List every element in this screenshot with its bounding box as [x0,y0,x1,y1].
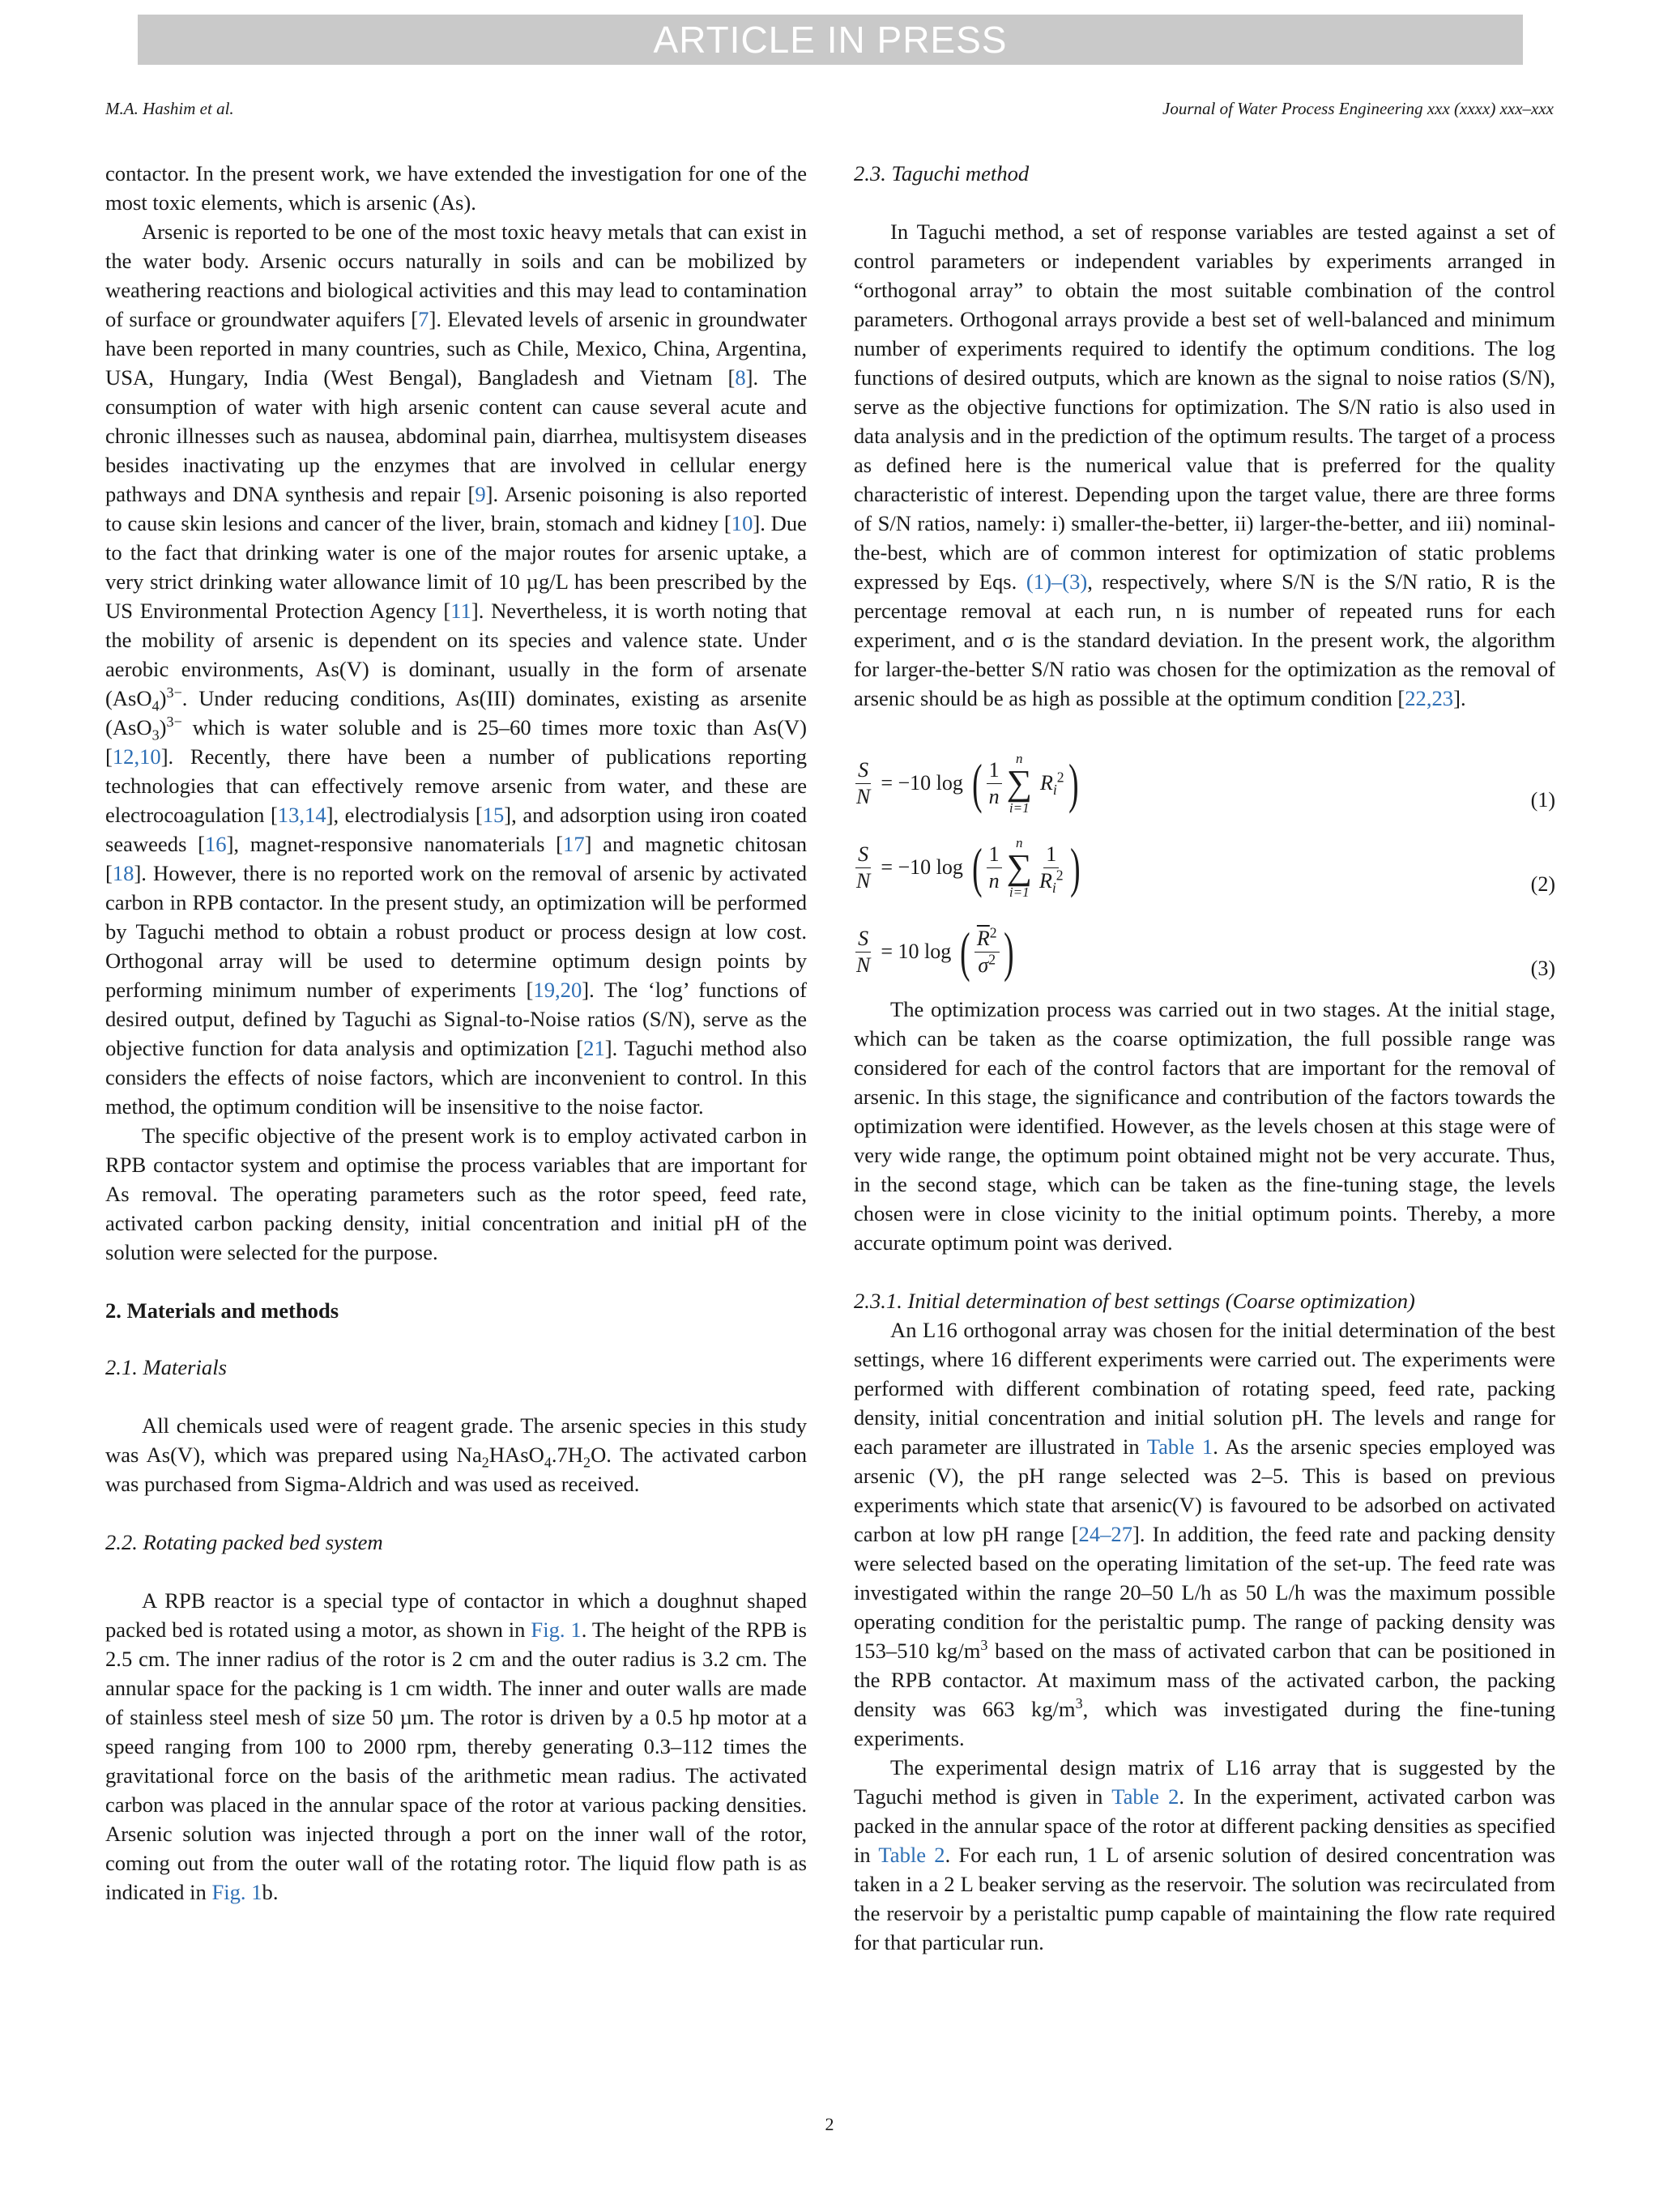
citation-link[interactable]: 11 [450,599,471,623]
citation-link[interactable]: 22,23 [1405,686,1454,710]
right-column [854,159,1555,1957]
figure-link[interactable]: Fig. 1 [211,1880,262,1904]
equation-number: (3) [1530,957,1555,980]
subsubsection-heading: 2.3.1. Initial determination of best settings (Coarse optimization) [854,1289,1415,1313]
paragraph: The optimization process was carried out in two stages. At the initial stage, which can be taken as the coarse optimization, the full possible range was considered for each of the control factors that are important for the removal of arsenic. In this stage, the significance and contribution of the factors towards the optimization were identified. However, as the levels chosen at this stage were of very wide range, the optimum point obtained might not be very accurate. Thus, in the second stage, which can be taken as the fine-tuning stage, the levels chosen were in close vicinity to the initial optimum points. Thereby, a more accurate optimum point was derived. [854,997,1555,1255]
equation-3: $\frac{S}{N}$ = 10 log ( $\frac{\overline{R}^2}{\sigma^2}$ ) (3) [856,921,1555,982]
citation-link[interactable]: 7 [418,307,429,331]
left-column [105,159,807,1907]
citation-link[interactable]: 16 [204,832,227,856]
citation-link[interactable]: 10 [731,511,753,535]
table-link[interactable]: Table 2 [1111,1784,1179,1809]
equation-2: $\frac{S}{N}$ = −10 log ( $\frac{1}{n}$ n ∑ i=1 $\frac{1}{R_i^2}$ ) (2) [856,835,1555,900]
paragraph: All chemicals used were of reagent grade. The arsenic species in this study was As(V), which was prepared using $Na_2HAsO_4.7H_2O$. The activated carbon was purchased from Sigma-Aldrich and was used as received. [105,1413,807,1496]
running-head-journal: Journal of Water Process Engineering xxx (xxxx) xxx–xxx [1162,99,1554,118]
citation-link[interactable]: 9 [475,482,486,506]
equation-number: (2) [1530,872,1555,896]
figure-link[interactable]: Fig. 1 [531,1617,582,1642]
page-number: 2 [825,2114,834,2134]
running-head-authors: M.A. Hashim et al. [105,99,234,118]
citation-link[interactable]: 19,20 [533,978,582,1002]
equation-1: $\frac{S}{N}$ = −10 log ( $\frac{1}{n}$ n ∑ i=1 $R_i^2$ ) (1) [856,751,1555,816]
citation-link[interactable]: 21 [583,1036,605,1060]
citation-link[interactable]: 12,10 [112,744,161,769]
subsection-heading: 2.1. Materials [105,1355,227,1379]
subsection-heading: 2.2. Rotating packed bed system [105,1530,383,1554]
paragraph: The specific objective of the present work is to employ activated carbon in RPB contactor system and optimise the process variables that are important for As removal. The operating parameters such as the rotor speed, feed rate, activated carbon packing density, initial concentration and initial pH of the solution were selected for the purpose. [105,1123,807,1264]
article-in-press-banner: ARTICLE IN PRESS [138,15,1523,65]
paragraph: contactor. In the present work, we have extended the investigation for one of the most toxic elements, which is arsenic (As). [105,161,807,215]
table-link[interactable]: Table 2 [878,1843,945,1867]
paragraph: An L16 orthogonal array was chosen for the initial determination of the best settings, where 16 different experiments were carried out. The experiments were performed with different combination of rotating speed, feed rate, packing density, initial concentration and initial solution pH. The levels and range for each parameter are illustrated in Table 1. As the arsenic species employed was arsenic (V), the pH range selected was 2–5. This is based on previous experiments which state that arsenic(V) is favoured to be adsorbed on activated carbon at low pH range [24–27]. In addition, the feed rate and packing density were selected based on the operating limitation of the set-up. The feed rate was investigated within the range 20–50 L/h as 50 L/h was the maximum possible operating condition for the peristaltic pump. The range of packing density was 153–510 $kg/m^3$ based on the mass of activated carbon that can be positioned in the RPB contactor. At maximum mass of the activated carbon, the packing density was 663 $kg/m^3$, which was investigated during the fine-tuning experiments. [854,1318,1556,1750]
citation-link[interactable]: 18 [112,861,134,885]
paragraph: In Taguchi method, a set of response variables are tested against a set of control parameters or independent variables by experiments arranged in “orthogonal array” to obtain the most suitable combination of the control parameters. Orthogonal arrays provide a best set of well-balanced and minimum number of experiments required to identify the optimum conditions. The log functions of desired outputs, which are known as the signal to noise ratios (S/N), serve as the objective functions for optimization. The S/N ratio is also used in data analysis and in the prediction of the optimum results. The target of a process as defined here is the numerical value that is preferred for the quality characteristic of interest. Depending upon the target value, there are three forms of S/N ratios, namely: i) smaller-the-better, ii) larger-the-better, and iii) nominal-the-best, which are of common interest for optimization of static problems expressed by Eqs. (1)–(3), respectively, where S/N is the S/N ratio, R is the percentage removal at each run, n is number of repeated runs for each experiment, and σ is the standard deviation. In the present work, the algorithm for larger-the-better S/N ratio was chosen for the optimization as the removal of arsenic should be as high as possible at the optimum condition [22,23]. [854,219,1556,710]
citation-link[interactable]: 13,14 [277,803,326,827]
table-link[interactable]: Table 1 [1146,1434,1213,1459]
citation-link[interactable]: 15 [482,803,505,827]
paragraph: The experimental design matrix of L16 array that is suggested by the Taguchi method is given in Table 2. In the experiment, activated carbon was packed in the annular space of the rotor at different packing densities as specified in Table 2. For each run, 1 L of arsenic solution of desired concentration was taken in a 2 L beaker serving as the reservoir. The solution was recirculated from the reservoir by a peristaltic pump capable of maintaining the flow rate required for that particular run. [854,1755,1555,1954]
equation-number: (1) [1530,788,1555,812]
citation-link[interactable]: 17 [563,832,585,856]
paragraph: Arsenic is reported to be one of the most toxic heavy metals that can exist in the water body. Arsenic occurs naturally in soils and can be mobilized by weathering reactions and biological activities and this may lead to contamination of surface or groundwater aquifers [7]. Elevated levels of arsenic in groundwater have been reported in many countries, such as Chile, Mexico, China, Argentina, USA, Hungary, India (West Bengal), Bangladesh and Vietnam [8]. The consumption of water with high arsenic content can cause several acute and chronic illnesses such as nausea, abdominal pain, diarrhea, multisystem diseases besides inactivating up the enzymes that are involved in cellular energy pathways and DNA synthesis and repair [9]. Arsenic poisoning is also reported to cause skin lesions and cancer of the liver, brain, stomach and kidney [10]. Due to the fact that drinking water is one of the major routes for arsenic uptake, a very strict drinking water allowance limit of 10 µg/L has been prescribed by the US Environmental Protection Agency [11]. Nevertheless, it is worth noting that the mobility of arsenic is dependent on its species and valence state. Under aerobic environments, As(V) is dominant, usually in the form of arsenate $(AsO_4)^{3-}$. Under reducing conditions, As(III) dominates, existing as arsenite $(AsO_3)^{3-}$ which is water soluble and is 25–60 times more toxic than As(V) [12,10]. Recently, there have been a number of publications reporting technologies that can effectively remove arsenic from water, and these are electrocoagulation [13,14], electrodialysis [15], and adsorption using iron coated seaweeds [16], magnet-responsive nanomaterials [17] and magnetic chitosan [18]. However, there is no reported work on the removal of arsenic by activated carbon in RPB contactor. In the present study, an optimization will be performed by Taguchi method to obtain a robust product or process design at low cost. Orthogonal array will be used to determine optimum design points by performing minimum number of experiments [19,20]. The ‘log’ functions of desired output, defined by Taguchi as Signal-to-Noise ratios (S/N), serve as the objective function for data analysis and optimization [21]. Taguchi method also considers the effects of noise factors, which are inconvenient to control. In this method, the optimum condition will be insensitive to the noise factor. [105,219,808,1119]
subsection-heading: 2.3. Taguchi method [854,161,1030,185]
citation-link[interactable]: 8 [735,365,746,390]
section-heading: 2. Materials and methods [105,1298,339,1323]
equation-link[interactable]: (1)–(3) [1026,569,1088,594]
paragraph: A RPB reactor is a special type of contactor in which a doughnut shaped packed bed is rotated using a motor, as shown in Fig. 1. The height of the RPB is 2.5 cm. The inner radius of the rotor is 2 cm and the outer radius is 3.2 cm. The annular space for the packing is 1 cm width. The inner and outer walls are made of stainless steel mesh of size 50 µm. The rotor is driven by a 0.5 hp motor at a speed ranging from 100 to 2000 rpm, thereby generating 0.3–112 times the gravitational force on the basis of the arithmetic mean radius. The activated carbon was placed in the annular space of the rotor at various packing densities. Arsenic solution was injected through a port on the inner wall of the rotor, coming out from the outer wall of the rotating rotor. The liquid flow path is as indicated in Fig. 1b. [105,1588,808,1904]
citation-link[interactable]: 24–27 [1078,1522,1132,1546]
